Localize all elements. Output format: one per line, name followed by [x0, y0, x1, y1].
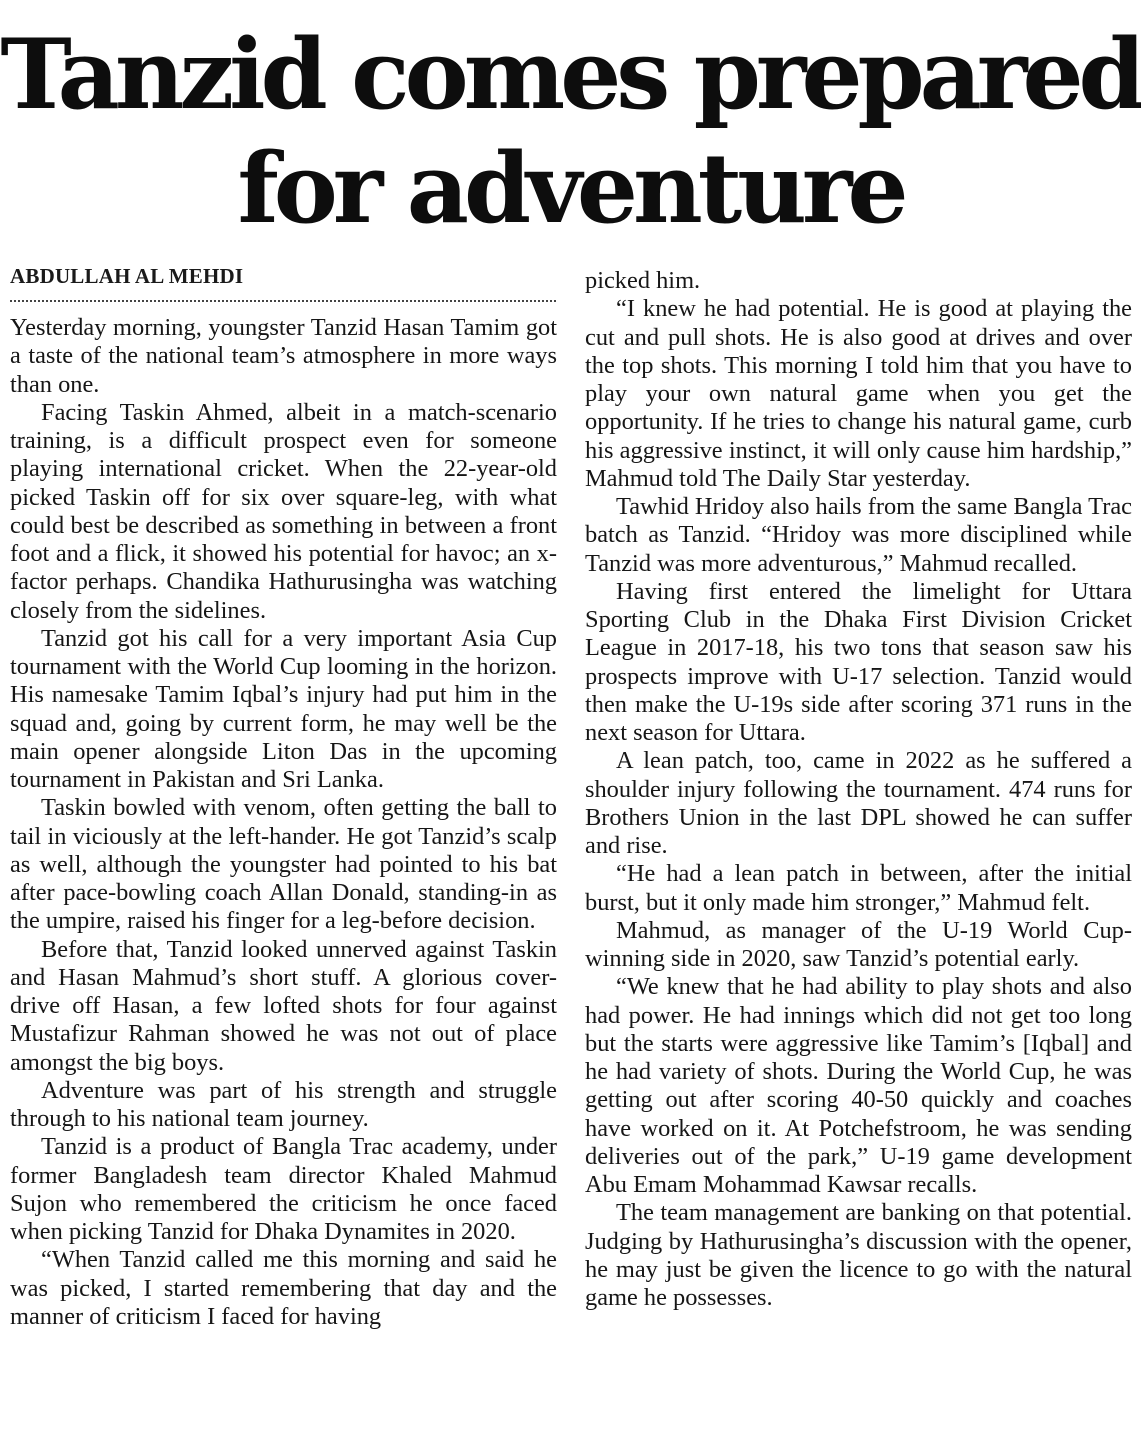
- paragraph: Facing Taskin Ahmed, albeit in a match-scenario training, is a difficult prospect even for someone playing international cricket. When the 22-year-old picked Taskin off for six over square-leg, with what could best be described as something in between a front foot and a flick, it showed his potential for havoc; an x-factor perhaps. Chandika Hathurusingha was watching closely from the sidelines.: [10, 398, 557, 624]
- headline: [0, 18, 1141, 246]
- paragraph: “He had a lean patch in between, after the initial burst, but it only made him stronger,” Mahmud felt.: [585, 860, 1132, 916]
- headline-line-1: Tanzid comes prepared: [0, 18, 1141, 131]
- byline-author: ABDULLAH AL MEHDI: [10, 264, 244, 288]
- paragraph: Adventure was part of his strength and struggle through to his national team journey.: [10, 1076, 557, 1132]
- paragraph: Mahmud, as manager of the U-19 World Cup-winning side in 2020, saw Tanzid’s potential early.: [585, 916, 1132, 972]
- paragraph: Tawhid Hridoy also hails from the same Bangla Trac batch as Tanzid. “Hridoy was more disciplined while Tanzid was more adventurous,” Mahmud recalled.: [585, 493, 1132, 577]
- paragraph: “When Tanzid called me this morning and said he was picked, I started remembering that day and the manner of criticism I faced for having: [10, 1246, 557, 1330]
- article-column-left: [10, 314, 557, 1331]
- paragraph-continuation: picked him.: [585, 267, 701, 294]
- paragraph: “I knew he had potential. He is good at playing the cut and pull shots. He is also good at drives and over the top shots. This morning I told him that you have to play your own natural game when you get the opportunity. If he tries to change his natural game, curb his aggressive instinct, it will only cause him hardship,” Mahmud told The Daily Star yesterday.: [585, 295, 1132, 492]
- paragraph: Tanzid got his call for a very important Asia Cup tournament with the World Cup looming in the horizon. His namesake Tamim Iqbal’s injury had put him in the squad and, going by current form, he may well be the main opener alongside Liton Das in the upcoming tournament in Pakistan and Sri Lanka.: [10, 624, 557, 793]
- paragraph: Yesterday morning, youngster Tanzid Hasan Tamim got a taste of the national team’s atmosphere in more ways than one.: [10, 314, 557, 398]
- paragraph: Having first entered the limelight for Uttara Sporting Club in the Dhaka First Division Cricket League in 2017-18, his two tons that season saw his prospects improve with U-17 selection. Tanzid would then make the U-19s side after scoring 371 runs in the next season for Uttara.: [585, 577, 1132, 746]
- paragraph: A lean patch, too, came in 2022 as he suffered a shoulder injury following the tournament. 474 runs for Brothers Union in the last DPL showed he can suffer and rise.: [585, 747, 1132, 859]
- byline: [10, 262, 556, 302]
- headline-line-2: for adventure: [237, 132, 904, 245]
- paragraph: Before that, Tanzid looked unnerved against Taskin and Hasan Mahmud’s short stuff. A glorious cover-drive off Hasan, a few lofted shots for four against Mustafizur Rahman showed he was not out of place amongst the big boys.: [10, 935, 557, 1076]
- paragraph: “We knew that he had ability to play shots and also had power. He had innings which did not get too long but the starts were aggressive like Tamim’s [Iqbal] and he had variety of shots. During the World Cup, he was getting out after scoring 40-50 quickly and coaches have worked on it. At Potchefstroom, he was sending deliveries out of the park,” U-19 game development Abu Emam Mohammad Kawsar recalls.: [585, 973, 1132, 1198]
- paragraph: Tanzid is a product of Bangla Trac academy, under former Bangladesh team director Khaled Mahmud Sujon who remembered the criticism he once faced when picking Tanzid for Dhaka Dynamites in 2020.: [10, 1133, 557, 1245]
- paragraph: The team management are banking on that potential. Judging by Hathurusingha’s discussion with the opener, he may just be given the licence to go with the natural game he possesses.: [585, 1199, 1132, 1311]
- article-column-right: [585, 267, 1132, 1312]
- paragraph: Taskin bowled with venom, often getting the ball to tail in viciously at the left-hander. He got Tanzid’s scalp as well, although the youngster had pointed to his bat after pace-bowling coach Allan Donald, standing-in as the umpire, raised his finger for a leg-before decision.: [10, 794, 557, 935]
